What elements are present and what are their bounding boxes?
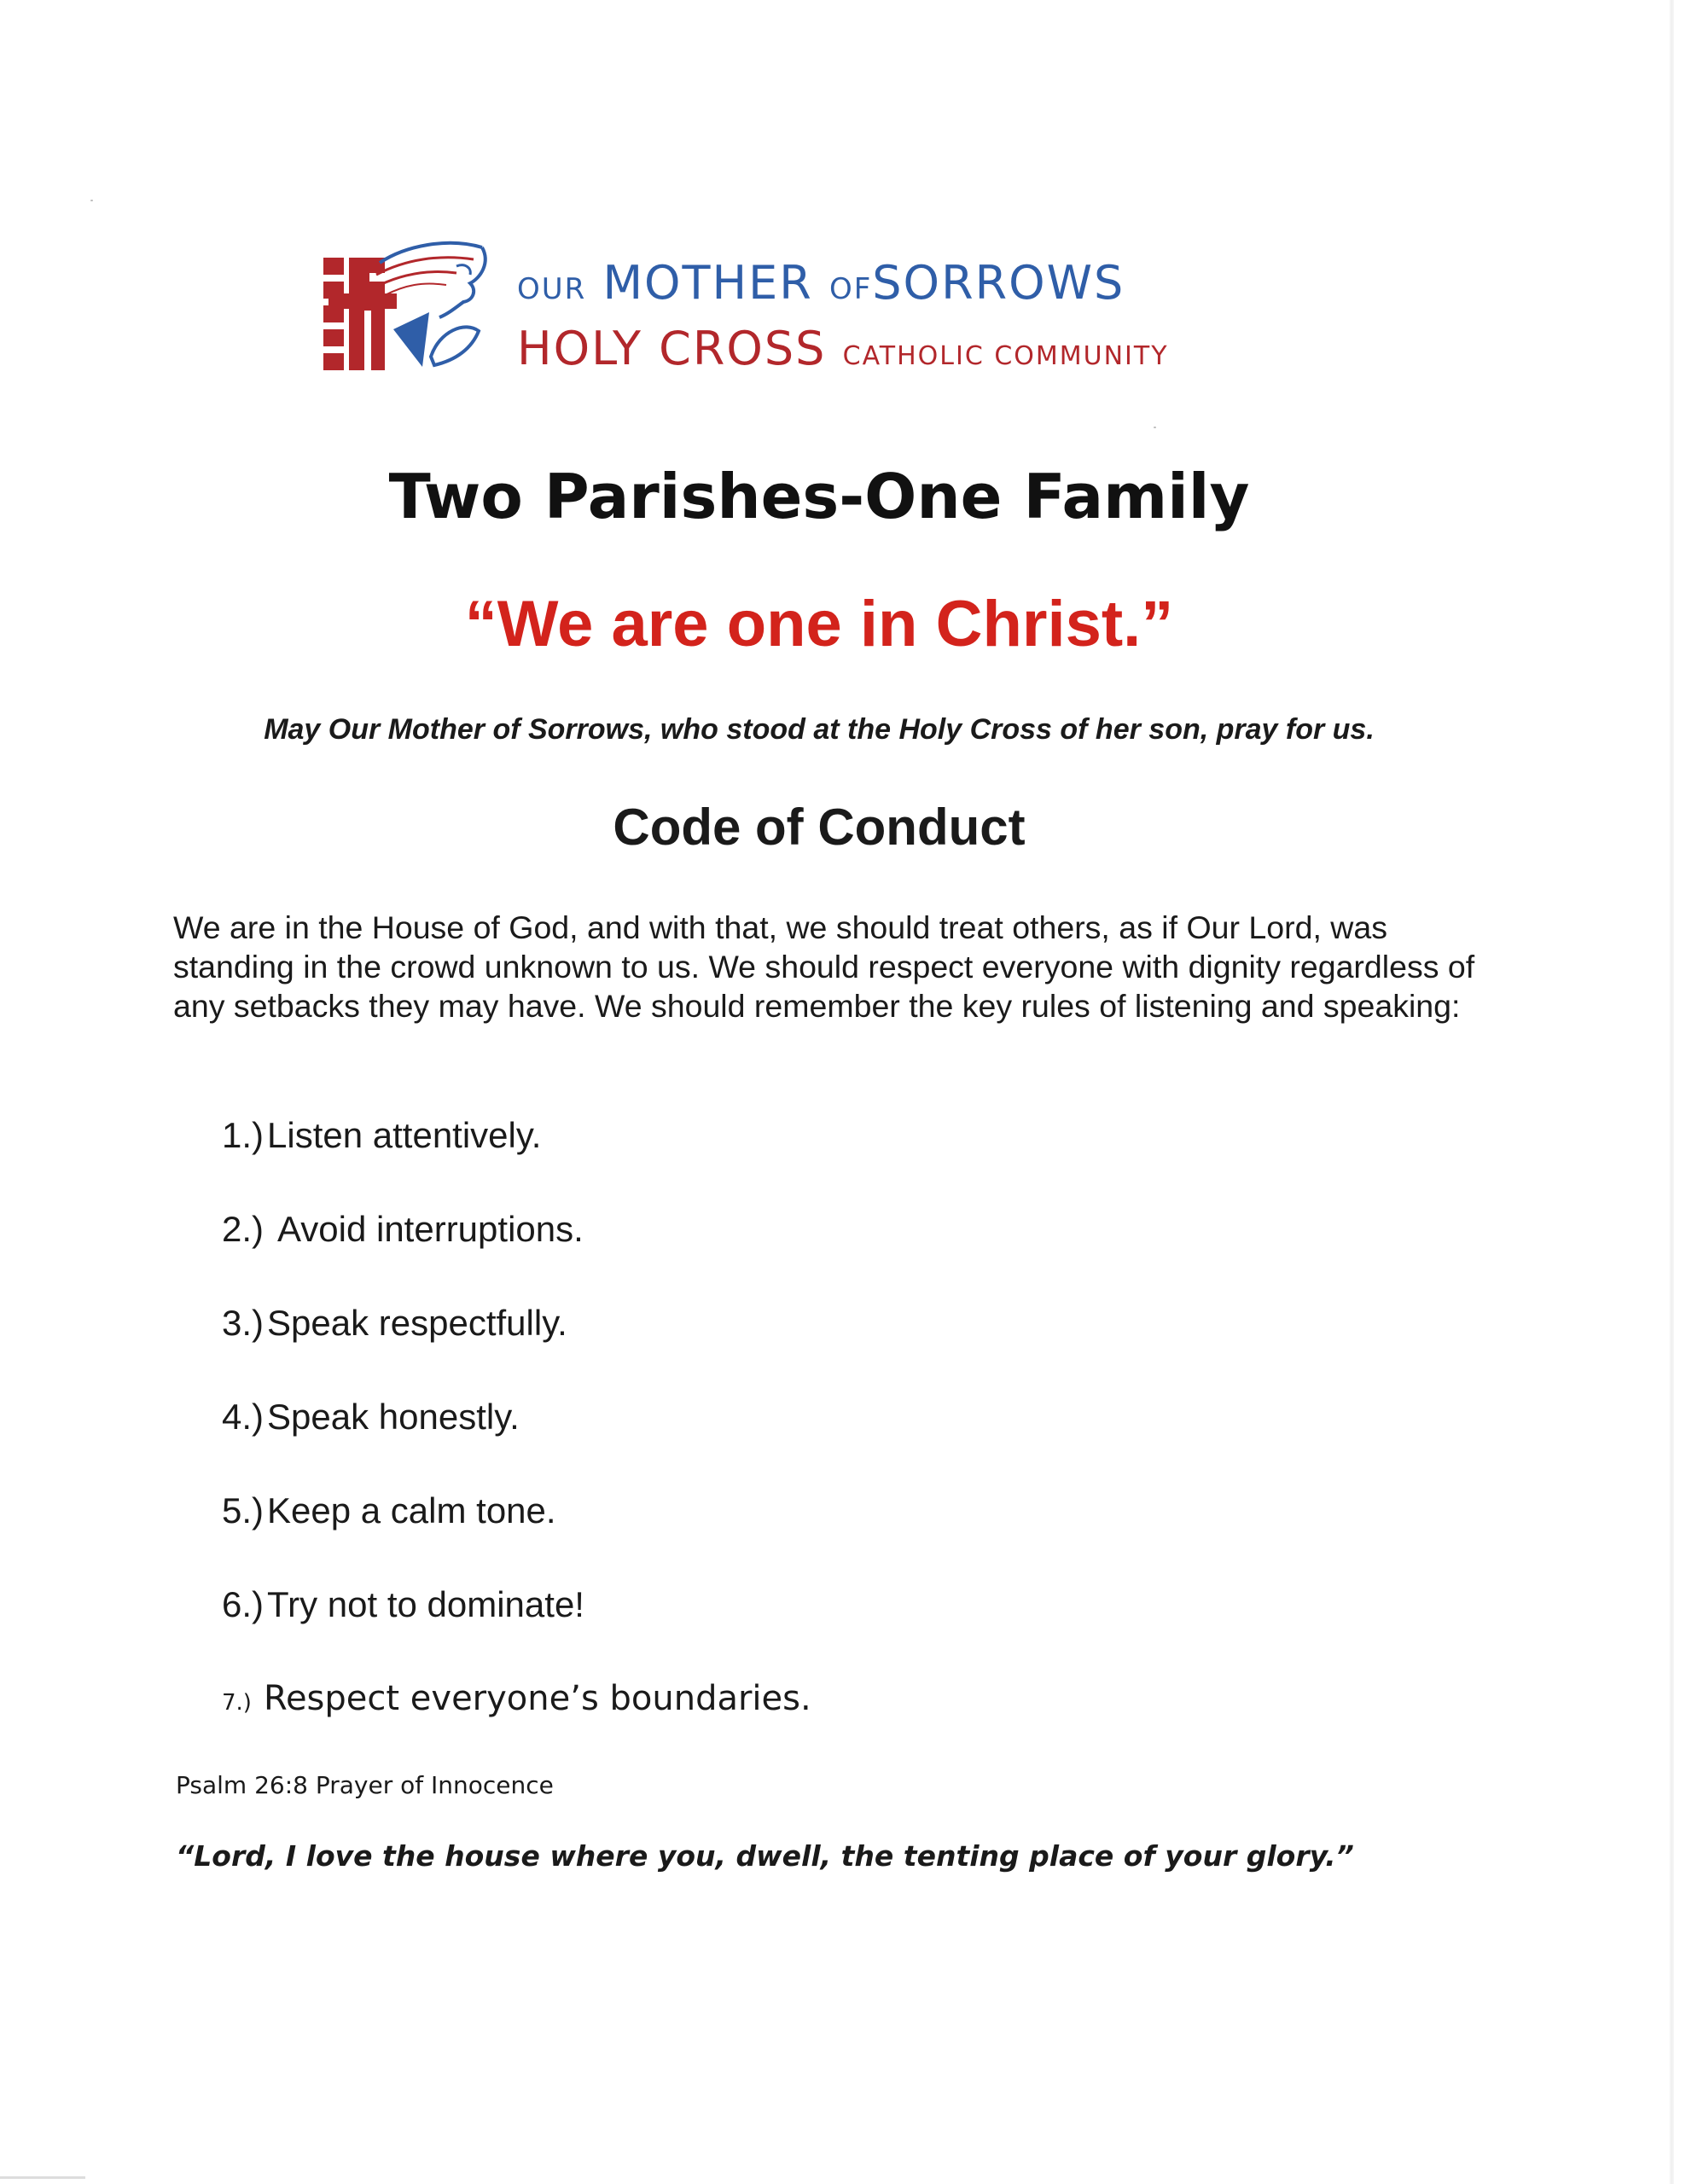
rule-text: Listen attentively. [267, 1115, 542, 1155]
scan-speck [90, 200, 93, 201]
rule-text: Try not to dominate! [267, 1584, 584, 1624]
parish-logo-emblem [320, 229, 491, 391]
rule-text: Avoid interruptions. [277, 1209, 584, 1249]
tagline: “We are one in Christ.” [464, 588, 1174, 660]
page-edge-shadow [1669, 0, 1674, 2184]
logo-word-of: OF [828, 272, 873, 306]
rule-number: 2.) [222, 1209, 265, 1249]
rule-item [222, 1387, 1246, 1481]
rule-item [222, 1575, 1246, 1669]
logo-line-holy-cross [517, 322, 1370, 384]
psalm-reference: Psalm 26:8 Prayer of Innocence [176, 1771, 554, 1799]
rule-text: Speak honestly. [267, 1397, 520, 1437]
page-heading: Two Parishes-One Family [388, 461, 1250, 532]
psalm-quote: “Lord, I love the house where you, dwell, the tenting place of your glory.” [176, 1839, 1354, 1873]
rule-number: 3.) [222, 1303, 265, 1343]
cross-and-mary-icon [320, 229, 491, 391]
parish-logo-wordmark [517, 256, 1370, 384]
scan-speck [1154, 427, 1156, 428]
scan-smudge [0, 2176, 85, 2179]
rule-number: 5.) [222, 1490, 265, 1531]
logo-line-our-mother-of-sorrows [517, 256, 1370, 317]
rule-item [222, 1293, 1246, 1387]
rule-number: 4.) [222, 1397, 265, 1437]
intro-paragraph: We are in the House of God, and with that, we should treat others, as if Our Lord, was standing in the crowd unknown to us. We should respect everyone with dignity regardless of any setbacks they may have. We should remember the key rules of listening and speaking: [173, 909, 1475, 1024]
rule-item [222, 1481, 1246, 1575]
rule-item [222, 1669, 1246, 1763]
rule-text: Keep a calm tone. [267, 1490, 556, 1531]
rule-item [222, 1106, 1246, 1199]
logo-word-catholic-community: CATHOLIC COMMUNITY [842, 341, 1169, 371]
rule-number: 1.) [222, 1115, 265, 1155]
rule-number: 7.) [222, 1690, 252, 1716]
rules-list [222, 1106, 1246, 1763]
logo-word-sorrows: SORROWS [872, 256, 1125, 310]
code-of-conduct-title: Code of Conduct [613, 799, 1026, 856]
logo-word-mother: MOTHER [602, 256, 813, 310]
logo-word-holy-cross: HOLY CROSS [517, 322, 827, 375]
rule-number: 6.) [222, 1584, 265, 1624]
rule-text: Respect everyone’s boundaries. [263, 1679, 811, 1718]
logo-word-our: OUR [517, 272, 587, 306]
rule-text: Speak respectfully. [267, 1303, 567, 1343]
rule-item [222, 1199, 1246, 1293]
prayer-line: May Our Mother of Sorrows, who stood at the Holy Cross of her son, pray for us. [264, 713, 1375, 746]
